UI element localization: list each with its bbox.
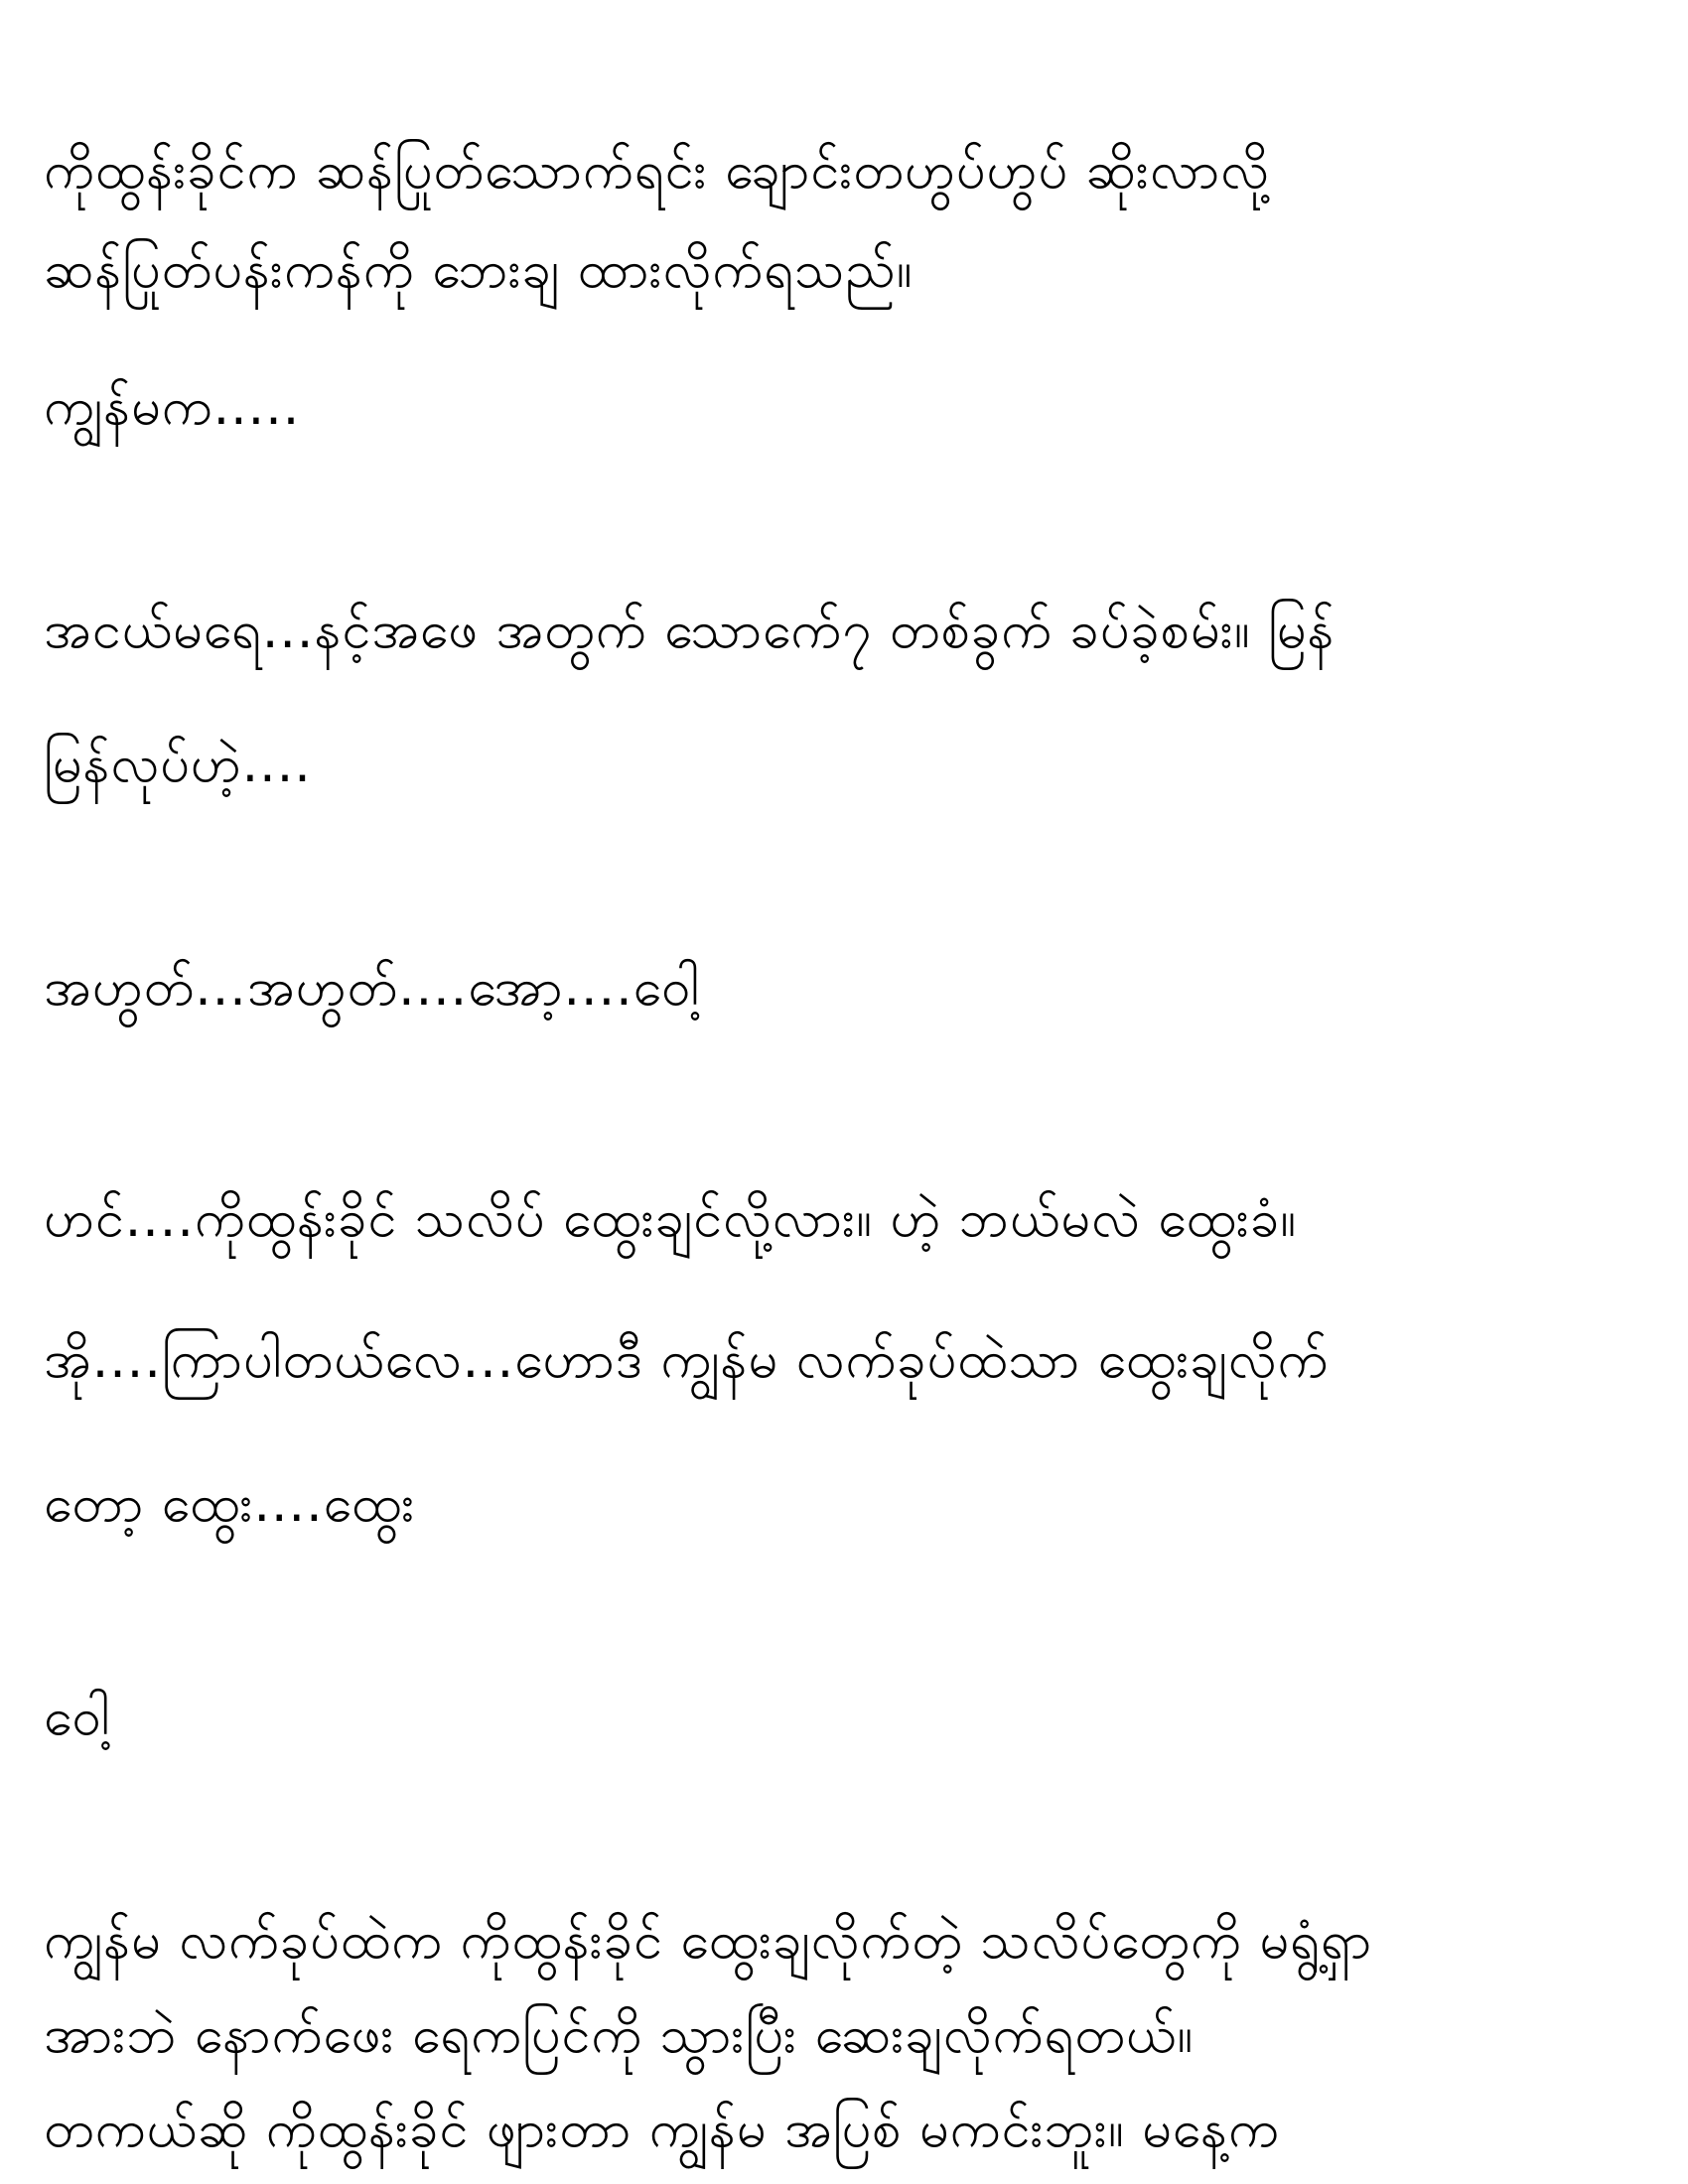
text-line: ဆန်ပြုတ်ပန်းကန်ကို ဘေးချ ထားလိုက်ရသည်။ bbox=[44, 240, 914, 300]
text-line: အဟွတ်...အဟွတ်....အော့....ဝေါ့ bbox=[44, 958, 701, 1018]
text-line: ဝေါ့ bbox=[44, 1688, 111, 1747]
text-line: မြန်လုပ်ဟဲ့.... bbox=[44, 735, 312, 794]
text-line: တော့ ထွေး....ထွေး bbox=[44, 1474, 416, 1534]
text-line: အငယ်မရေ...နင့်အဖေ အတွက် သောက်ေ၇ တစ်ခွက် ခပ်ခဲ့စမ်း။ မြန် bbox=[44, 601, 1336, 660]
text-line: ကျွန်မ လက်ခုပ်ထဲက ကိုထွန်းခိုင် ထွေးချလိုက်တဲ့ သလိပ်တွေကို မရွံ့ရှာ bbox=[44, 1911, 1373, 1971]
text-line: ကျွန်မက..... bbox=[44, 377, 301, 437]
text-line: ဟင်....ကိုထွန်းခိုင် သလိပ် ထွေးချင်လို့လား။ ဟဲ့ ဘယ်မလဲ ထွေးခံ။ bbox=[44, 1189, 1297, 1249]
text-line: ကိုထွန်းခိုင်က ဆန်ပြုတ်သောက်ရင်း ချောင်းတဟွပ်ဟွပ် ဆိုးလာလို့ bbox=[44, 141, 1270, 201]
text-line: အားဘဲ နောက်ဖေး ရေကပြင်ကို သွားပြီး ဆေးချလိုက်ရတယ်။ bbox=[44, 2005, 1195, 2065]
text-line: တကယ်ဆို ကိုထွန်းခိုင် ဖျားတာ ကျွန်မ အပြစ် မကင်းဘူး။ မနေ့က bbox=[44, 2100, 1280, 2159]
text-line: အို....ကြာပါတယ်လေ...ဟောဒီ ကျွန်မ လက်ခုပ်ထဲသာ ထွေးချလိုက် bbox=[44, 1330, 1330, 1390]
